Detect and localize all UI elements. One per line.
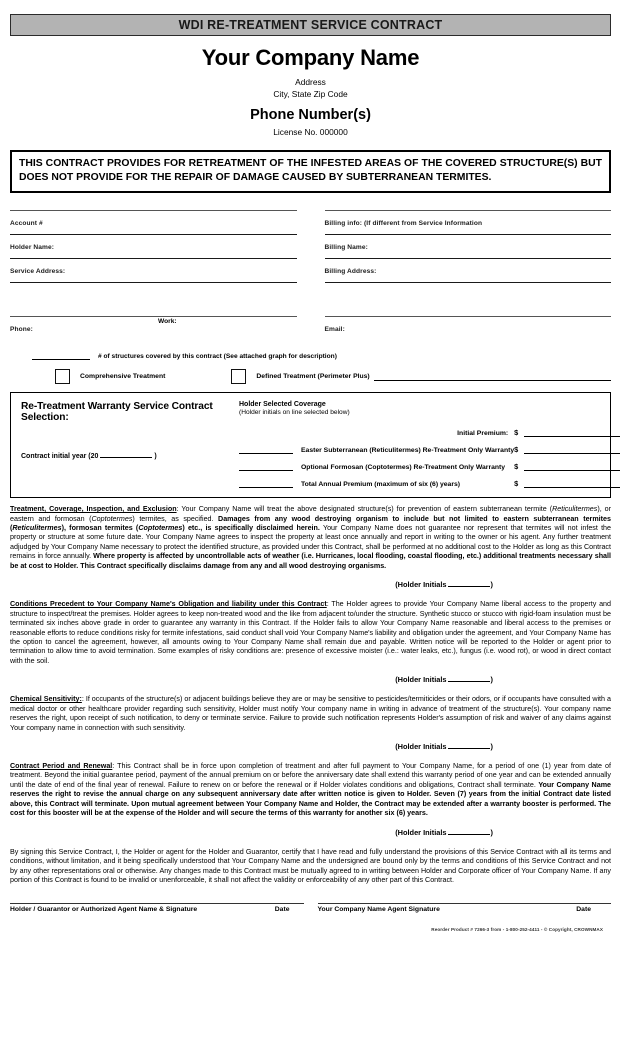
contact-fields — [10, 210, 611, 340]
holder-initials-conditions[interactable] — [10, 674, 611, 684]
initials-input[interactable] — [448, 741, 490, 749]
premium-amount-input[interactable] — [524, 462, 620, 471]
legal-sections — [10, 505, 611, 885]
initials-close: ) — [490, 742, 493, 752]
structures-count-label: # of structures covered by this contract (See attached graph for description) — [98, 353, 337, 361]
field-label: Billing Address: — [324, 268, 377, 276]
premium-row-total — [239, 479, 620, 488]
coverage-title: Holder Selected Coverage — [239, 401, 326, 409]
field-label: Service Address: — [10, 268, 66, 276]
section-conditions-precedent — [10, 600, 611, 684]
field-holder-name[interactable] — [10, 234, 297, 258]
signature-holder[interactable] — [10, 903, 304, 913]
company-name: Your Company Name — [201, 45, 420, 70]
contract-year-suffix: ) — [154, 453, 157, 461]
closing-paragraph: By signing this Service Contract, I, the Holder or agent for the Holder and Guarantor, certify that I have read and fully understand the provisions of this Service Contract with all its terms and conditions, without limitation, and it being specifically understood that Your Company Name and the undersigned are bound only by the terms and conditions of this Service Contract and not by any other representations oral or otherwise. Any changes made to this Contract must be mutually agreed to in writing between Holder and Corporate officer of Your Company Name. If any portion of this Contract is found to be invalid or unenforceable, it shall not affect the validity or enforceability of any other part of this Contract. — [10, 847, 611, 884]
fields-right-column — [325, 210, 612, 340]
option-comprehensive[interactable] — [55, 369, 165, 384]
currency-symbol: $ — [514, 428, 519, 438]
holder-initials-period[interactable] — [10, 827, 611, 837]
checkbox-label: Defined Treatment (Perimeter Plus) — [256, 373, 370, 381]
contract-page — [0, 14, 621, 1038]
field-label-work: Work: — [158, 318, 177, 326]
signature-label: Your Company Name Agent Signature — [317, 906, 440, 914]
contract-initial-year[interactable] — [21, 450, 239, 460]
section-body: : The Holder agrees to provide Your Company Name liberal access to the property and structure to inspect/treat the premises. Holder agrees to keep non-treated wood and the like from adjacent to/under the structure. Synthetic stucco or stucco with rigid-foam insulation must be terminated six inches above grade in order to guarantee any warranty in this Contract. If the Holder fails to allow Your Company Name reasonable and liberal access to the premises or reasonable efforts to reduce conditions risky for termite infestations, said conduct shall void Your Company Name's liability and obligation under the agreement, and Your Company Name has the option to cancel the agreement, however, all amounts owing to Your Company Name shall remain due and payable. Written notice will be reported to the Holder or agent prior to termination to allow time to avoid termination. Some examples of risky conditions are: presence of excessive moister (i.e.: water leaks, etc.), fungus (i.e. wood rot), or wood in direct contact with the soil. — [10, 600, 611, 665]
company-address-line1: Address — [295, 77, 326, 88]
initials-input[interactable] — [448, 827, 490, 835]
document-banner — [10, 14, 611, 36]
field-label: Email: — [324, 326, 345, 334]
fields-left-column — [10, 210, 297, 340]
premium-amount-input[interactable] — [524, 479, 620, 488]
field-label: Account # — [10, 220, 43, 228]
premium-amount-input[interactable] — [524, 428, 620, 437]
warranty-left-column — [21, 401, 239, 488]
section-chemical-sensitivity — [10, 695, 611, 751]
initials-label: (Holder Initials — [395, 580, 447, 590]
initials-label: (Holder Initials — [395, 675, 447, 685]
section-heading: Contract Period and Renewal — [10, 762, 113, 771]
field-label: Billing Name: — [324, 244, 368, 252]
premium-amount-input[interactable] — [524, 445, 620, 454]
section-treatment-coverage — [10, 505, 611, 589]
company-license: License No. 000000 — [273, 127, 348, 138]
currency-symbol: $ — [514, 462, 519, 472]
section-body: : If occupants of the structure(s) or adjacent buildings believe they are or may be sensitive to pesticides/termiticides or their odors, or if occupants have consulted with a medical doctor or other healthcare provider regarding such sensitivity, Holder must notify Your company name in writing in advance of treatment of the structure(s). Your company name reserves the right, upon receipt of such notification, to deny or terminate service. Failure to provide such notification represents Holder's assumption of risk and waiver of any claims against Your company name in connection with such sensitivity. — [10, 695, 611, 732]
footer-reorder-info: Reorder Product # 7266-3 from - 1-800-252-4411 - © Copyright, CROWNMAX — [431, 927, 603, 933]
warranty-title: Re-Treatment Warranty Service Contract Selection: — [21, 401, 213, 424]
contract-year-prefix: Contract initial year (20 — [21, 453, 99, 461]
company-address-line2: City, State Zip Code — [273, 89, 348, 100]
warranty-selection-box — [10, 392, 611, 498]
premium-label: Optional Formosan (Coptotermes) Re-Treatment Only Warranty — [301, 464, 506, 472]
initials-label: (Holder Initials — [395, 827, 447, 837]
defined-treatment-input[interactable] — [374, 372, 611, 381]
field-billing-address-line2[interactable] — [325, 282, 612, 304]
disclaimer-text: THIS CONTRACT PROVIDES FOR RETREATMENT OF THE INFESTED AREAS OF THE COVERED STRUCTURE(S) BUT DOES NOT PROVIDE FOR THE REPAIR OF DAMAGE CAUSED BY SUBTERRANEAN TERMITES. — [19, 158, 602, 184]
signature-label: Holder / Guarantor or Authorized Agent Name & Signature — [10, 906, 198, 914]
signature-date-label: Date — [274, 906, 290, 914]
initial-line-input[interactable] — [239, 462, 293, 471]
field-account-number[interactable] — [10, 210, 297, 234]
document-title: WDI RE-TREATMENT SERVICE CONTRACT — [178, 18, 443, 32]
field-spacer — [325, 304, 612, 316]
holder-initials-treatment[interactable] — [10, 579, 611, 589]
structures-count-row — [10, 350, 611, 360]
section-body: : Your Company Name will treat the above designated structure(s) for prevention of eastern subterranean termite (Reticulitermes), or eastern and formosan (Coptotermes) termites, as specified. Damages from any wood destroying organism to include but not limited to eastern subterranean termites (Reticulitermes), formosan termites (Coptotermes) etc., is specifically disclaimed herein. Your Company Name does not guarantee nor represent that termites will not infest the property or structure at some future date. Your Company Name agrees to inspect the property at least once annually and report in writing to the owner or his agent. Any further treatment adjudged by Your Company Name necessary to protect the identified structure, as provided under this Contract, shall be performed at no additional cost to the Holder as long as this Contract remains in force annually. Where property is affected by uncontrollable acts of weather (i.e. Hurricanes, local flooding, coastal flooding, etc.) additional treatments necessary shall be at cost to Holder. This Contract specifically disclaims damage from any and all wood destroying organisms. — [10, 505, 611, 570]
initials-label: (Holder Initials — [395, 742, 447, 752]
company-phone-heading: Phone Number(s) — [250, 106, 371, 123]
disclaimer-box — [10, 150, 611, 193]
option-defined[interactable] — [231, 369, 611, 384]
field-label: Phone: — [10, 326, 33, 334]
premium-row-formosan — [239, 462, 620, 471]
checkbox-comprehensive-treatment[interactable] — [55, 369, 70, 384]
checkbox-defined-treatment[interactable] — [231, 369, 246, 384]
field-service-address[interactable] — [10, 258, 297, 282]
coverage-subtitle: (Holder initials on line selected below) — [239, 409, 350, 417]
initial-line-input[interactable] — [239, 479, 293, 488]
premium-label: Total Annual Premium (maximum of six (6) years) — [301, 481, 461, 489]
structures-count-input[interactable] — [32, 350, 90, 360]
initials-close: ) — [490, 675, 493, 685]
field-label: Holder Name: — [10, 244, 55, 252]
field-service-address-line2[interactable] — [10, 282, 297, 304]
section-heading: Treatment, Coverage, Inspection, and Exclusion — [10, 505, 177, 514]
warranty-right-column — [239, 401, 620, 488]
currency-symbol: $ — [514, 445, 519, 455]
field-label: Billing info: (If different from Service Information — [324, 220, 483, 228]
premium-label: Easter Subterranean (Reticulitermes) Re-Treatment Only Warranty — [301, 447, 515, 455]
premium-row-eastern — [239, 445, 620, 454]
currency-symbol: $ — [514, 479, 519, 489]
field-billing-name[interactable] — [325, 234, 612, 258]
contract-year-input[interactable] — [100, 450, 152, 458]
holder-initials-chemical[interactable] — [10, 741, 611, 751]
initials-close: ) — [490, 580, 493, 590]
field-phone[interactable] — [10, 316, 297, 340]
signature-agent[interactable] — [318, 903, 612, 913]
section-body: : This Contract shall be in force upon completion of treatment and after full payment to Your Company Name, for a period of one (1) year from date of treatment. Beyond the initial guarantee period, payment of the annual premium on or before the anniversary date shall extend this warranty period of one year and can be extended annually until the date of end of the final year of renewal. Failure to renew on or before the renewal or if Holder violates conditions and obligations, Contract shall terminate. Your Company Name reserves the right to revise the annual charge on any subsequent anniversary date after written notice is given to Holder. Seven (7) years from the initial Contract date listed above, this Contract will terminate. Upon mutual agreement between Your Company Name and Holder, the Contract may be extended after a warranty booster is performed. The cost for this booster will be at the expense of the Holder and will secure the terms of this warranty for another six (6) years. — [10, 762, 612, 818]
initials-input[interactable] — [448, 579, 490, 587]
premium-label: Initial Premium: — [457, 430, 509, 438]
field-spacer — [10, 304, 297, 316]
initials-close: ) — [490, 827, 493, 837]
initial-line-input[interactable] — [239, 445, 293, 454]
section-heading: Conditions Precedent to Your Company Name's Obligation and liability under this Contract — [10, 600, 327, 609]
premium-row-initial — [239, 428, 620, 437]
section-heading: Chemical Sensitivity: — [10, 695, 82, 704]
initials-input[interactable] — [448, 674, 490, 682]
treatment-options-row — [10, 369, 611, 384]
section-contract-period — [10, 762, 611, 837]
field-billing-info[interactable] — [325, 210, 612, 234]
field-billing-address[interactable] — [325, 258, 612, 282]
signature-block — [10, 903, 611, 913]
signature-date-label: Date — [576, 906, 591, 914]
checkbox-label: Comprehensive Treatment — [80, 373, 166, 381]
field-email[interactable] — [325, 316, 612, 340]
company-header — [10, 45, 611, 137]
